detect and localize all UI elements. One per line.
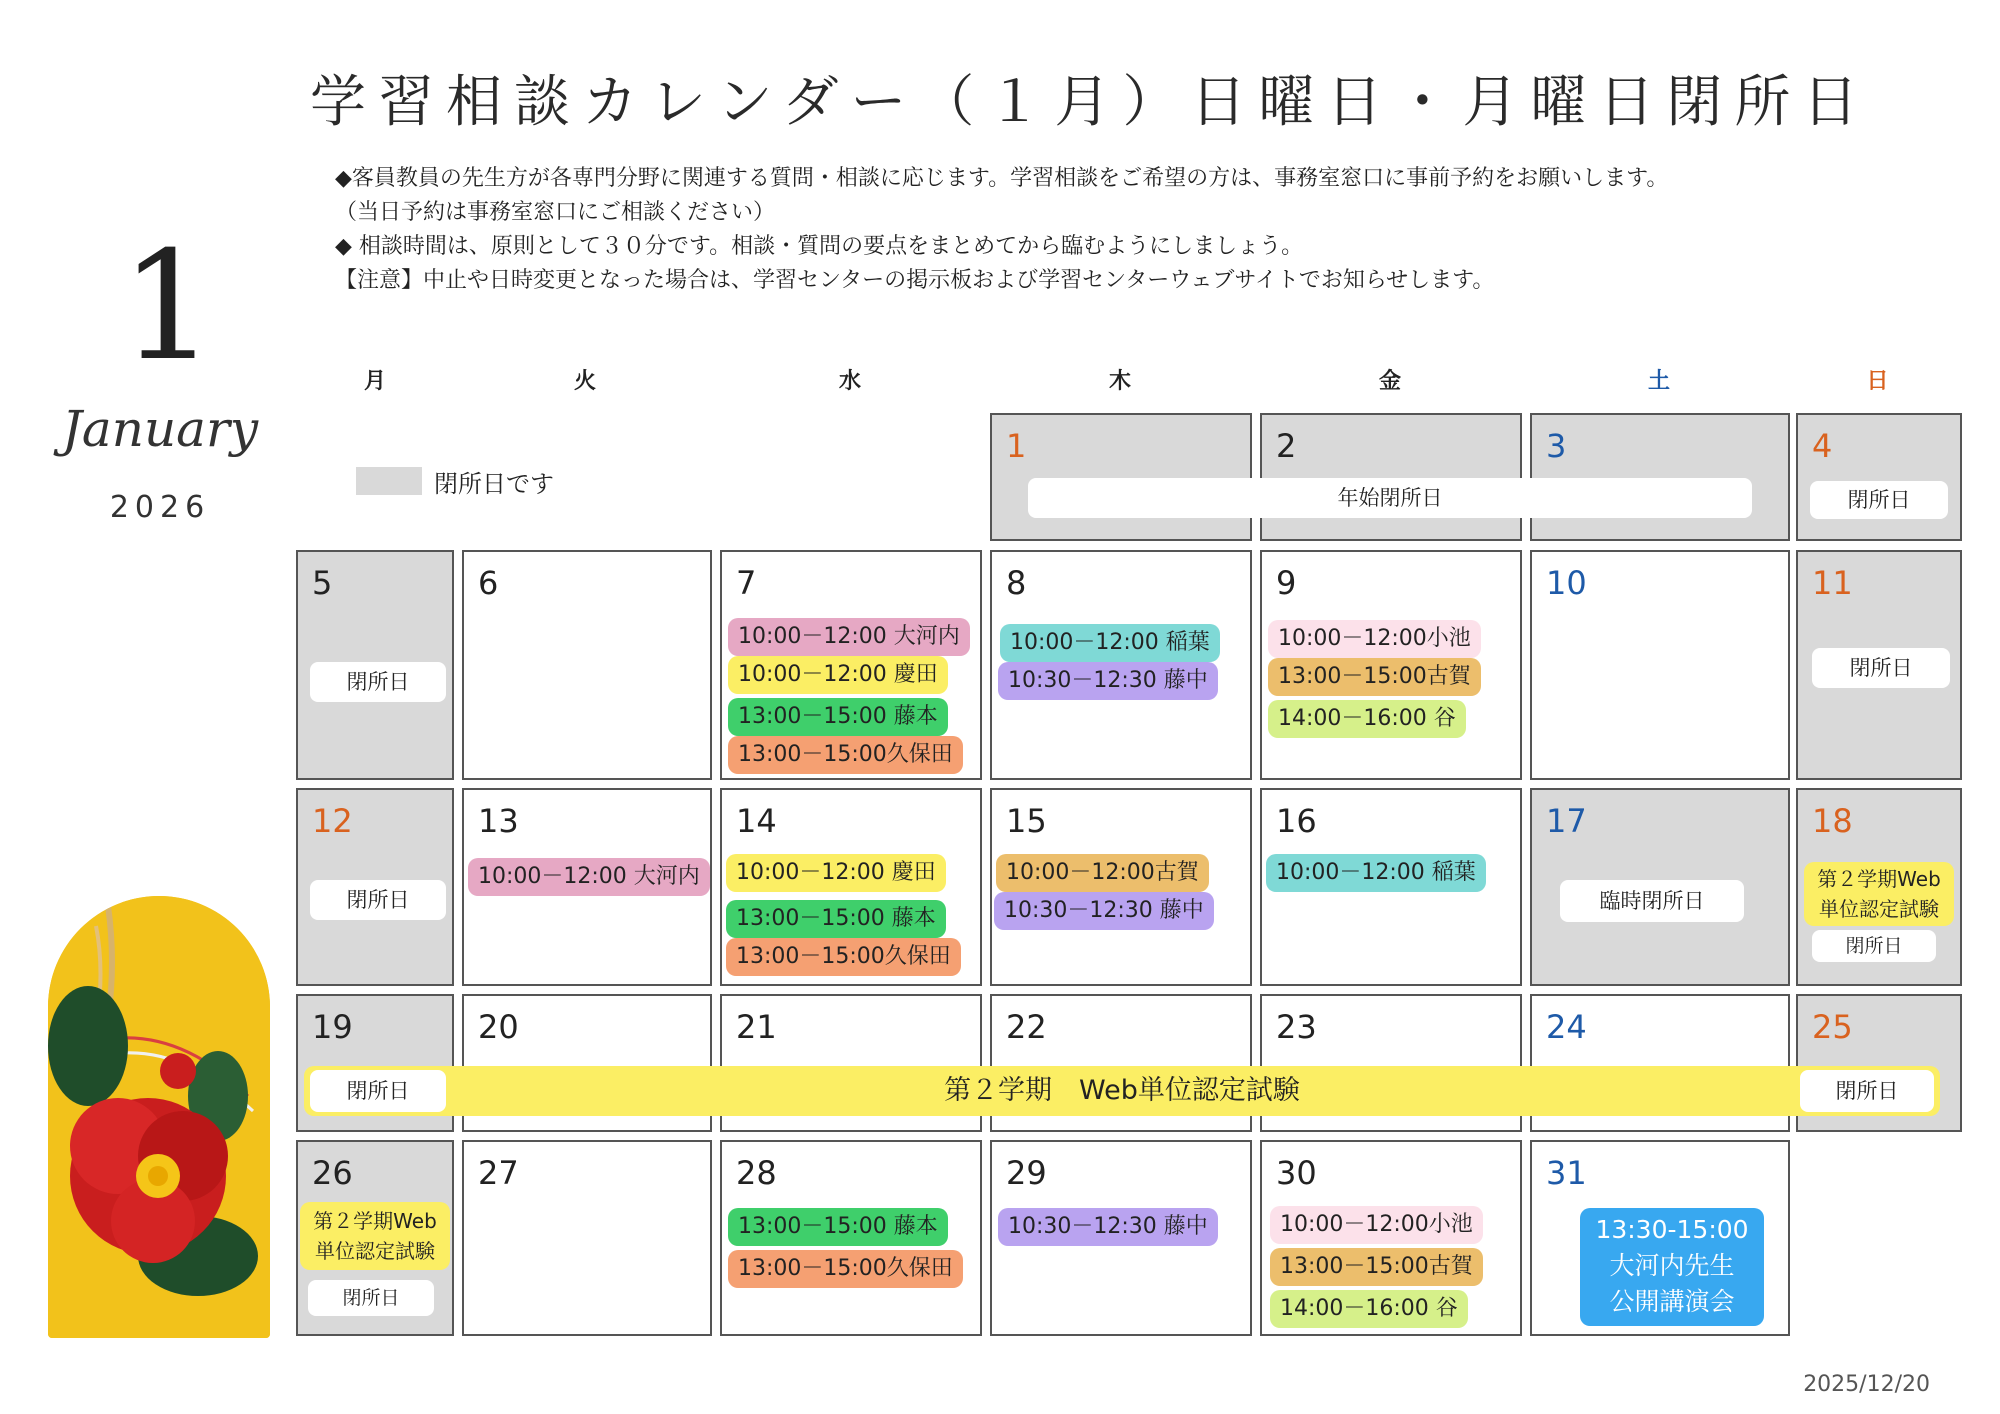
day-number: 17 <box>1546 802 1587 840</box>
day-number: 21 <box>736 1008 777 1046</box>
session-tag[interactable]: 14:00－16:00 谷 <box>1268 700 1466 738</box>
day-cell[interactable] <box>1260 788 1522 986</box>
day-number: 1 <box>1006 427 1027 465</box>
camellia-decoration-image <box>48 896 270 1338</box>
session-tag[interactable]: 13:00－15:00 藤本 <box>726 900 946 938</box>
day-cell[interactable] <box>990 1140 1252 1336</box>
day-cell[interactable] <box>1796 788 1962 986</box>
day-number: 22 <box>1006 1008 1047 1046</box>
day-number: 3 <box>1546 427 1567 465</box>
day-number: 19 <box>312 1008 353 1046</box>
lecture-event[interactable] <box>1580 1208 1764 1326</box>
session-tag[interactable]: 14:00－16:00 谷 <box>1270 1290 1468 1328</box>
day-number: 30 <box>1276 1154 1317 1192</box>
day-cell[interactable] <box>1260 1140 1522 1336</box>
day-number: 13 <box>478 802 519 840</box>
day-cell[interactable] <box>720 550 982 780</box>
day-cell[interactable] <box>1530 788 1790 986</box>
day-cell[interactable] <box>720 1140 982 1336</box>
day-cell[interactable] <box>990 413 1252 541</box>
day-number: 29 <box>1006 1154 1047 1192</box>
year: 2026 <box>109 490 211 525</box>
session-tag[interactable]: 10:00－12:00小池 <box>1268 620 1481 658</box>
big-month-number: 1 <box>120 220 216 394</box>
session-tag[interactable]: 10:00－12:00 慶田 <box>726 854 946 892</box>
session-tag[interactable]: 10:30－12:30 藤中 <box>994 892 1214 930</box>
session-tag[interactable]: 10:00－12:00 稲葉 <box>1000 624 1220 662</box>
note-line: ◆ 相談時間は、原則として３０分です。相談・質問の要点をまとめてから臨むようにしましょう。 <box>335 234 1304 259</box>
closed-label: 閉所日 <box>310 880 446 920</box>
weekday-sun: 日 <box>1866 369 1889 394</box>
web-exam-line: 単位認定試験 <box>1819 897 1939 921</box>
legend <box>356 466 554 496</box>
day-number: 20 <box>478 1008 519 1046</box>
day-cell[interactable] <box>462 788 712 986</box>
day-number: 14 <box>736 802 777 840</box>
web-exam-line: 単位認定試験 <box>315 1239 435 1263</box>
month-script: January <box>61 400 259 458</box>
day-number: 24 <box>1546 1008 1587 1046</box>
day-cell[interactable] <box>1796 550 1962 780</box>
legend-swatch <box>356 467 422 495</box>
day-cell[interactable] <box>720 788 982 986</box>
closed-label: 閉所日 <box>1810 481 1948 519</box>
lecture-event-speaker: 大河内先生 <box>1609 1251 1735 1280</box>
note-line: （当日予約は事務室窓口にご相談ください） <box>335 200 776 225</box>
day-number: 23 <box>1276 1008 1317 1046</box>
day-number: 12 <box>312 802 353 840</box>
day-number: 10 <box>1546 564 1587 602</box>
day-number: 11 <box>1812 564 1853 602</box>
day-number: 7 <box>736 564 757 602</box>
day-cell[interactable] <box>296 788 454 986</box>
day-number: 9 <box>1276 564 1297 602</box>
day-number: 27 <box>478 1154 519 1192</box>
day-number: 26 <box>312 1154 353 1192</box>
legend-label: 閉所日です <box>434 469 554 498</box>
day-number: 16 <box>1276 802 1317 840</box>
session-tag[interactable]: 10:00－12:00 稲葉 <box>1266 854 1486 892</box>
session-tag[interactable]: 13:00－15:00古賀 <box>1268 658 1481 696</box>
session-tag[interactable]: 10:00－12:00古賀 <box>996 854 1209 892</box>
day-cell[interactable] <box>462 1140 712 1336</box>
session-tag[interactable]: 10:30－12:30 藤中 <box>998 1208 1218 1246</box>
day-number: 2 <box>1276 427 1297 465</box>
day-cell[interactable] <box>1260 413 1522 541</box>
web-exam-label <box>300 1202 450 1270</box>
day-number: 18 <box>1812 802 1853 840</box>
day-number: 4 <box>1812 427 1833 465</box>
day-cell[interactable] <box>1530 413 1790 541</box>
day-cell[interactable] <box>1530 1140 1790 1336</box>
closed-label: 閉所日 <box>310 1070 446 1112</box>
day-cell[interactable] <box>990 788 1252 986</box>
temp-closed-label: 臨時閉所日 <box>1560 880 1744 922</box>
weekday-mon: 月 <box>363 369 386 394</box>
web-exam-bar-label: 第２学期 Web単位認定試験 <box>944 1075 1300 1106</box>
day-number: 28 <box>736 1154 777 1192</box>
session-tag[interactable]: 13:00－15:00古賀 <box>1270 1248 1483 1286</box>
session-tag[interactable]: 10:00－12:00 大河内 <box>728 618 970 656</box>
day-number: 15 <box>1006 802 1047 840</box>
closed-label: 閉所日 <box>310 662 446 702</box>
session-tag[interactable]: 13:00－15:00久保田 <box>728 1250 963 1288</box>
web-exam-label <box>1804 862 1954 926</box>
closed-label: 閉所日 <box>1800 1070 1934 1112</box>
note-line: 【注意】中止や日時変更となった場合は、学習センターの掲示板および学習センターウェブサイトでお知らせします。 <box>335 268 1495 293</box>
lecture-event-time: 13:30-15:00 <box>1595 1215 1749 1244</box>
day-cell[interactable] <box>462 550 712 780</box>
weekday-thu: 木 <box>1108 369 1131 394</box>
closed-label: 閉所日 <box>1812 930 1936 962</box>
new-year-closed-label: 年始閉所日 <box>1028 478 1752 518</box>
lecture-event-title: 公開講演会 <box>1609 1287 1735 1316</box>
session-tag[interactable]: 13:00－15:00 藤本 <box>728 698 948 736</box>
day-cell[interactable] <box>296 1140 454 1336</box>
session-tag[interactable]: 13:00－15:00 藤本 <box>728 1208 948 1246</box>
session-tag[interactable]: 10:00－12:00 慶田 <box>728 656 948 694</box>
session-tag[interactable]: 13:00－15:00久保田 <box>728 736 963 774</box>
weekday-tue: 火 <box>573 369 596 394</box>
closed-label: 閉所日 <box>308 1280 434 1316</box>
day-cell[interactable] <box>1530 550 1790 780</box>
session-tag[interactable]: 10:30－12:30 藤中 <box>998 662 1218 700</box>
day-number: 31 <box>1546 1154 1587 1192</box>
session-tag[interactable]: 13:00－15:00久保田 <box>726 938 961 976</box>
web-exam-bar <box>304 1066 1940 1116</box>
closed-label: 閉所日 <box>1812 648 1950 688</box>
web-exam-line: 第２学期Web <box>313 1209 437 1233</box>
notes <box>335 162 1935 298</box>
day-cell[interactable] <box>296 550 454 780</box>
session-tag[interactable]: 10:00－12:00 大河内 <box>468 858 710 896</box>
weekday-sat: 土 <box>1647 369 1670 394</box>
day-number: 6 <box>478 564 499 602</box>
day-cell[interactable] <box>990 550 1252 780</box>
day-cell[interactable] <box>1796 413 1962 541</box>
session-tag[interactable]: 10:00－12:00小池 <box>1270 1206 1483 1244</box>
weekday-wed: 水 <box>838 369 861 394</box>
day-number: 8 <box>1006 564 1027 602</box>
revision-date: 2025/12/20 <box>1803 1372 1930 1397</box>
day-cell[interactable] <box>1260 550 1522 780</box>
page-title: 学習相談カレンダー（１月）日曜日・月曜日閉所日 <box>310 70 1871 135</box>
note-line: ◆客員教員の先生方が各専門分野に関連する質問・相談に応じます。学習相談をご希望の方は、事務室窓口に事前予約をお願いします。 <box>335 166 1669 191</box>
weekday-fri: 金 <box>1378 369 1401 394</box>
day-number: 5 <box>312 564 333 602</box>
day-number: 25 <box>1812 1008 1853 1046</box>
web-exam-line: 第２学期Web <box>1817 867 1941 891</box>
